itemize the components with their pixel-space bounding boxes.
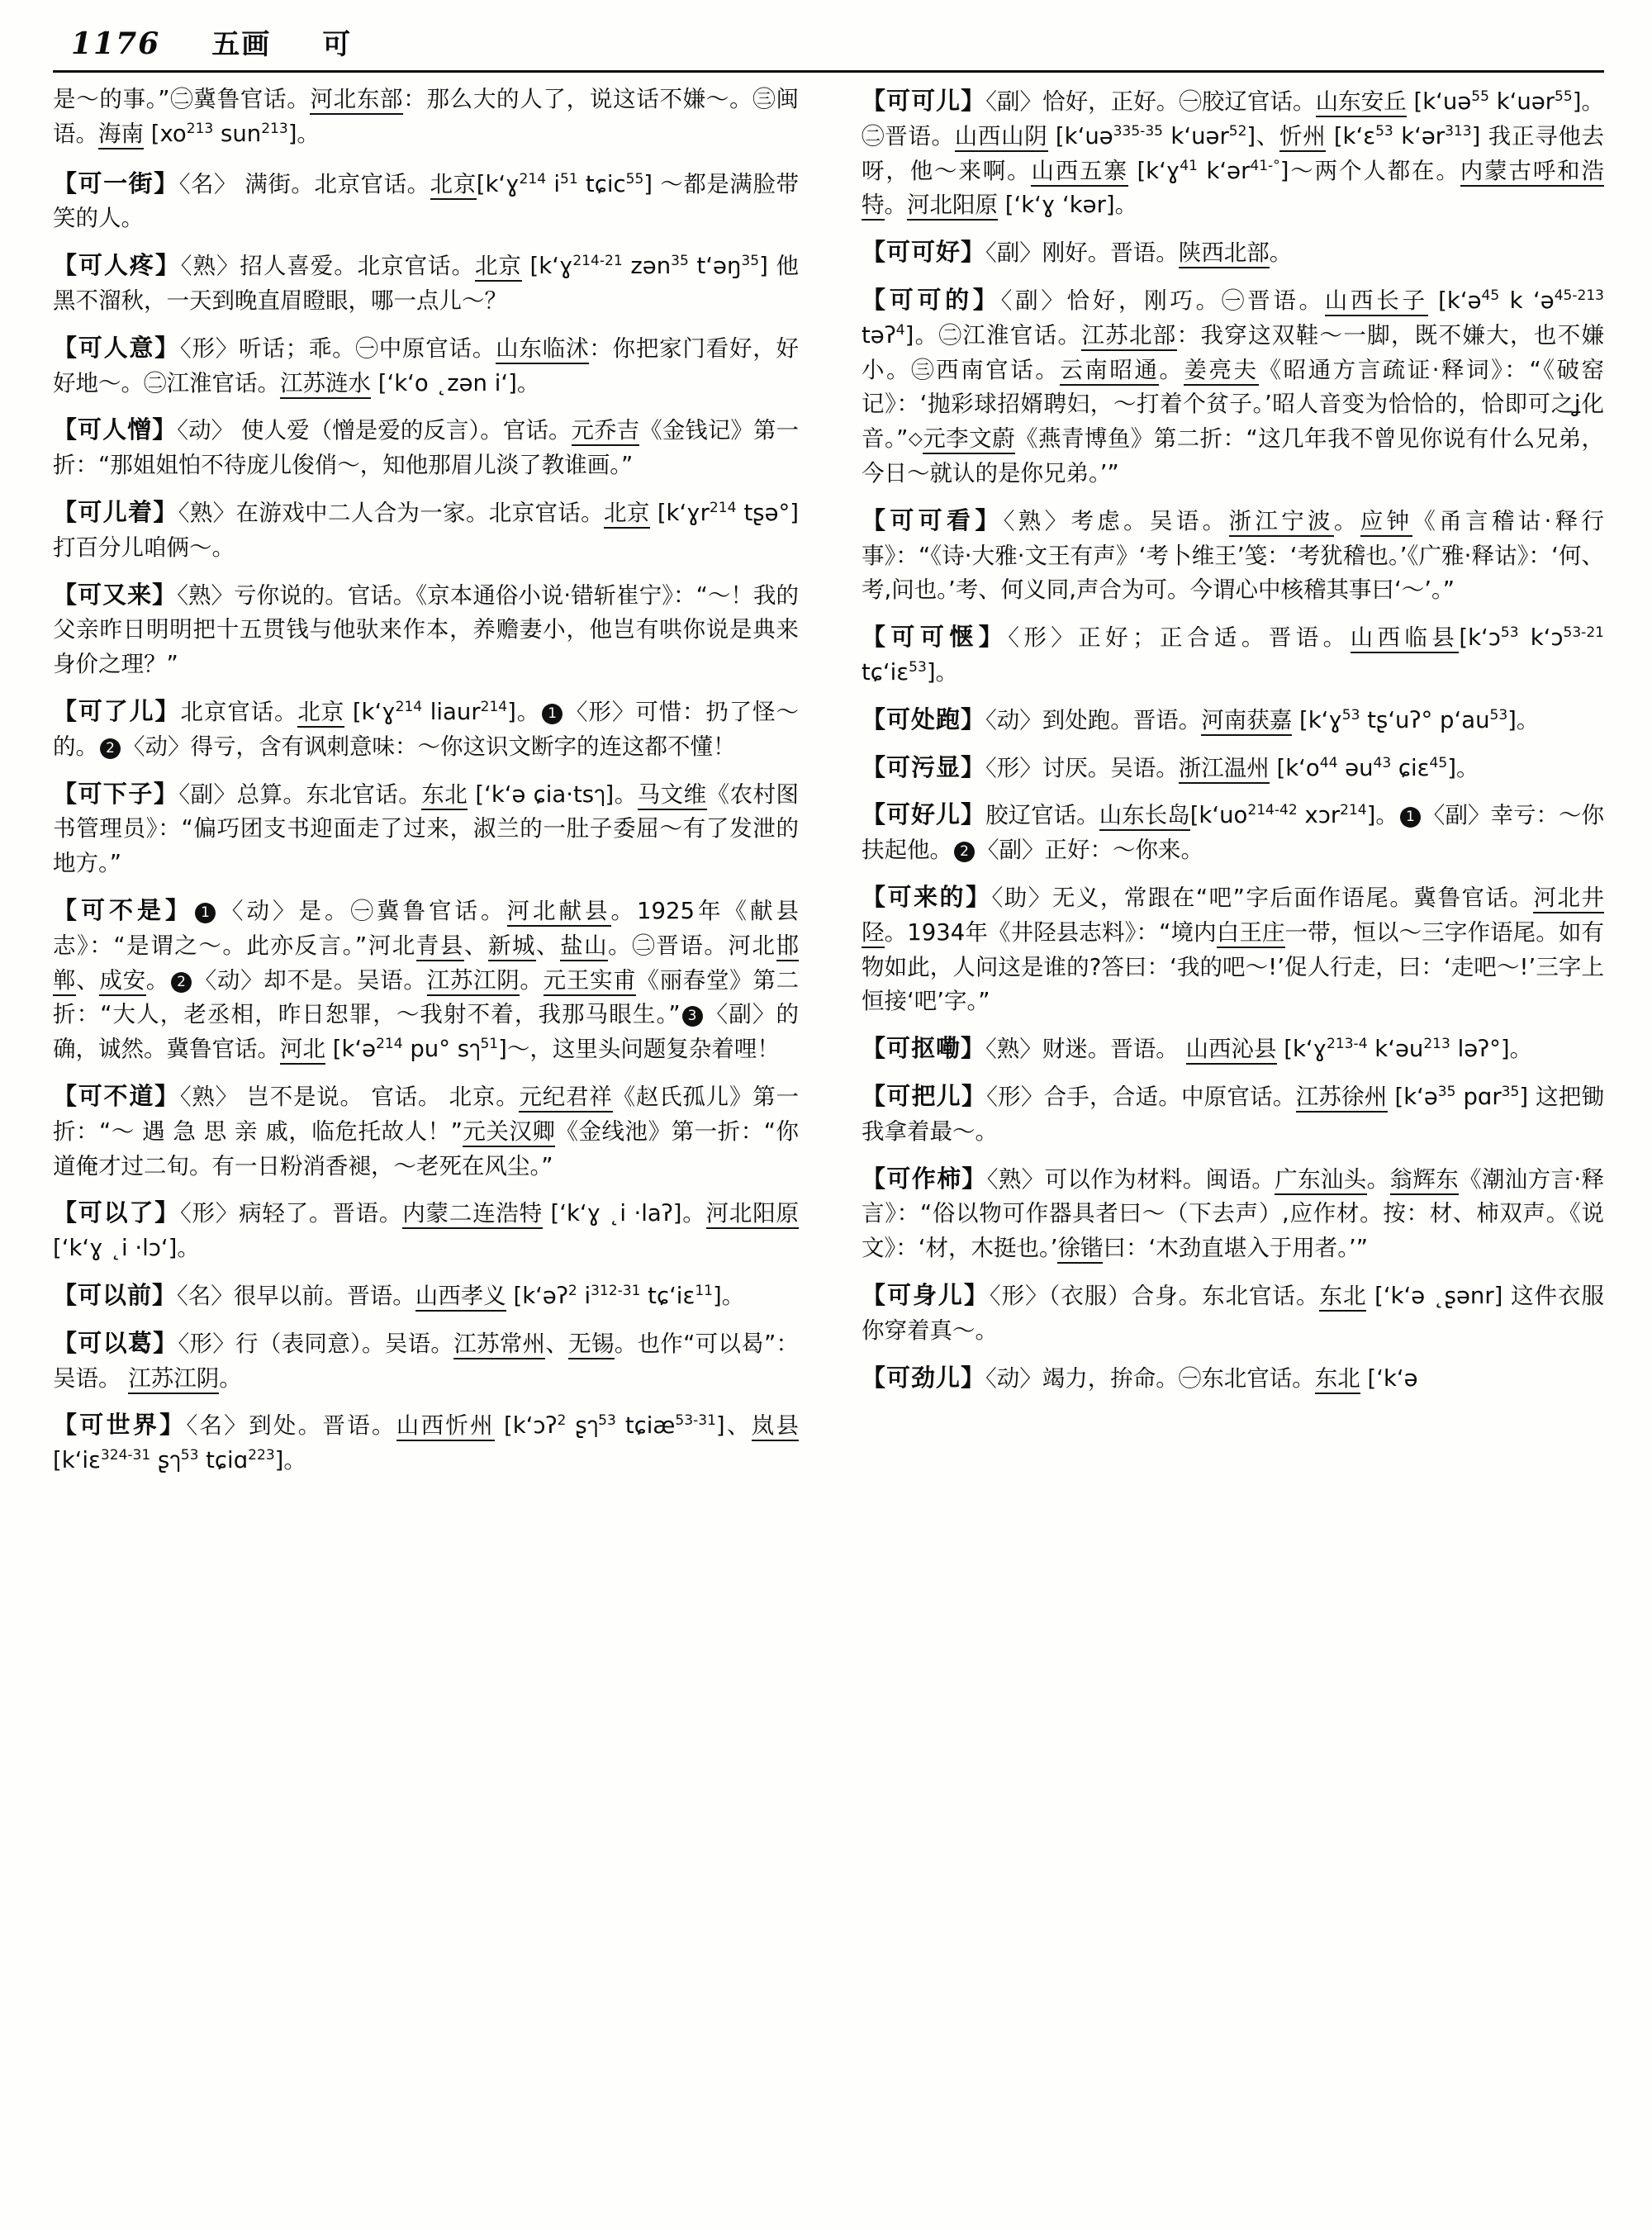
entry-definition: 〈形〉正好；正合适。晋语。山西临县[k‘ɔ$^{53}$ k‘ɔ$^{53-21}$ tɕ‘iɛ$^{53}$]。 (862, 624, 1604, 686)
dictionary-entry (862, 1078, 1604, 1150)
entry-headword: 【可又来】 (53, 580, 178, 609)
entry-headword: 【可儿着】 (53, 497, 178, 526)
entry-headword: 【可可惬】 (862, 623, 1009, 652)
dictionary-entry (53, 693, 799, 765)
entry-definition: 〈熟〉考虑。吴语。浙江宁波。应钟《甬言稽诂·释行事》：“《诗·大雅·文王有声》‘考卜维王’笺：‘考犹稽也。’《广雅·释诂》：‘何、考,问也。’考、何义同,声合为可。今谓心中核稽其事曰‘～’。” (862, 507, 1605, 604)
dictionary-entry (862, 1160, 1604, 1266)
entry-definition: 〈名〉很早以前。晋语。山西孝义 [k‘əʔ$^2$ $i^{312-31}$ tɕ‘iɛ$^{11}$]。 (177, 1283, 744, 1309)
dictionary-entry (53, 1277, 799, 1314)
entry-definition: 〈形〉病轻了。晋语。内蒙二连浩特 [‘k‘ɣ ˛i ·laʔ]。河北阳原 [‘k‘ɣ ˛i ·lɔ‘]。 (53, 1200, 799, 1262)
entry-definition: 〈形〉（衣服）合身。东北官话。东北 [‘k‘ə ˛ʂənr] 这件衣服你穿着真～。 (862, 1282, 1604, 1344)
entry-headword: 【可不是】 (53, 895, 193, 924)
dictionary-entry (53, 1194, 799, 1266)
dictionary-entry (53, 892, 799, 1067)
dictionary-entry (862, 1030, 1604, 1067)
dictionary-entry (53, 576, 799, 682)
entry-definition: 〈副〉总算。东北官话。东北 [‘k‘ə ɕia·tsๅ]。马文维《农村图书管理员》：“偏巧团支书迎面走了过来，淑兰的一肚子委屈～有了发泄的地方。” (53, 780, 800, 877)
entry-headword: 【可可儿】 (862, 87, 986, 115)
dictionary-entry (53, 1078, 799, 1184)
dictionary-entry (862, 879, 1604, 1019)
dictionary-entry (862, 749, 1604, 786)
entry-definition: 〈动〉 使人爱（憎是爱的反言）。官话。元乔吉《金钱记》第一折：“那姐姐怕不待庞儿俊俏～，知他那眉儿淡了教谁画。” (53, 417, 800, 479)
entry-definition: 1 〈动〉是。㊀冀鲁官话。河北献县。1925年《献县志》：“是谓之～。此亦反言。”河北青县、新城、盐山。㊁晋语。河北邯郸、成安。 2 〈动〉却不是。吴语。江苏江阴。元王实甫《丽春堂》第二折：“大人，老丞相，昨日恕罪，～我射不着，我那马眼生。” 3 〈副〉的确，诚然。冀鲁官话。河北 [k‘ə$^{214}$ pu° sๅ$^{51}$]～，这里头问题复杂着哩！ (53, 898, 799, 1062)
entry-headword: 【可可看】 (862, 505, 1004, 534)
entry-definition: 〈副〉恰好，正好。㊀胶辽官话。山东安丘 [k‘uə$^{55}$ k‘uər$^{55}$]。㊁晋语。山西山阴 [k‘uə$^{335-35}$ k‘uər$^{52}$]、忻州 [k‘ɛ$^{53}$ k‘ər$^{313}$] 我正寻他去呀，他～来啊。山西五寨 [k‘ɣ$^{41}$ k‘ər$^{41-^\circ}$]～两个人都在。内蒙古呼和浩特。河北阳原 [‘k‘ɣ ‘kər]。 (862, 88, 1604, 218)
dictionary-entry (53, 165, 799, 237)
entry-definition: 〈助〉无义，常跟在“吧”字后面作语尾。冀鲁官话。河北井陉。1934年《井陉县志料》：“境内白王庄一带，恒以～三字作语尾。如有物如此，人问这是谁的?答曰：‘我的吧～!’促人行走，曰：‘走吧～!’三字上恒接‘吧’字。” (862, 884, 1605, 1015)
entry-definition: 〈名〉到处。晋语。山西忻州 [k‘ɔʔ$^2$ ʂๅ$^{53}$ tɕiæ$^{53-31}$]、岚县 [k‘iɛ$^{324-31}$ ʂๅ$^{53}$ tɕiɑ$^{223}$]。 (53, 1412, 800, 1474)
entry-headword: 【可一街】 (53, 168, 179, 197)
entry-definition: 北京官话。北京 [k‘ɣ$^{214}$ liaur$^{214}$]。 1 〈形〉可惜：扔了怪～的。 2 〈动〉得亏，含有讽刺意味：～你这识文断字的连这都不懂！ (53, 698, 800, 760)
entry-headword: 【可人疼】 (53, 251, 181, 280)
entry-definition: 〈动〉竭力，拚命。㊀东北官话。东北 [‘k‘ə (985, 1365, 1418, 1394)
entry-headword: 【可抠嘞】 (862, 1034, 986, 1063)
entry-definition: 〈形〉行（表同意）。吴语。江苏常州、无锡。也作“可以曷”：吴语。 江苏江阴。 (53, 1331, 799, 1394)
entry-headword: 【可好儿】 (862, 800, 986, 829)
dictionary-entry (53, 247, 799, 319)
entry-headword: 【可作柿】 (862, 1164, 987, 1193)
entry-headword: 【可以葛】 (53, 1328, 178, 1357)
page-number: 1176 (71, 26, 161, 61)
dictionary-entry (862, 502, 1604, 608)
entry-definition: 〈熟〉亏你说的。官话。《京本通俗小说·错斩崔宁》：“～！我的父亲昨日明明把十五贯钱与他驮来作本，养赡妻小，他岂有哄你说是典来身价之理？” (53, 581, 799, 678)
dictionary-entry (862, 796, 1604, 868)
entry-definition: 是～的事。”㊁冀鲁官话。河北东部：那么大的人了，说这话不嫌～。㊂闽语。海南 [$xo^{213}$ sun$^{213}$]。 (53, 86, 799, 147)
entry-definition: 〈熟〉可以作为材料。闽语。广东汕头。翁辉东《潮汕方言·释言》：“俗以物可作器具者曰～（下去声）,应作材。按：材、柿双声。《说文》：‘材，木挺也。’徐锴曰：‘木劲直堪入于用者。’” (862, 1166, 1604, 1264)
left-column (53, 83, 828, 2197)
dictionary-entry (862, 234, 1604, 271)
right-column (828, 83, 1604, 2197)
entry-headword: 【可可的】 (862, 285, 1001, 314)
entry-headword: 【可把儿】 (862, 1081, 987, 1110)
dictionary-entry (53, 83, 799, 152)
entry-definition: 〈形〉讨厌。吴语。浙江温州 [$k‘o^{44}$ əu$^{43}$ ɕiɛ$^{45}$]。 (985, 755, 1479, 781)
entry-definition: 〈动〉到处跑。晋语。河南获嘉 [k‘ɣ$^{53}$ tʂ‘uʔ° $p‘au^{53}$]。 (985, 707, 1539, 733)
entry-definition: 〈副〉恰好，刚巧。㊀晋语。山西长子 [k‘ə$^{45}$ k ‘ə$^{45-213}$ təʔ$^4$]。㊁江淮官话。江苏北部：我穿这双鞋～一脚，既不嫌大，也不嫌小。㊂西南官话。云南昭通。姜亮夫《昭通方言疏证·释词》：“《破窑记》：‘抛彩球招婿聘妇，～打着个贫子。’昭人音变为恰恰的，恰即可之ʝ化音。”◇元李文蔚《燕青博鱼》第二折：“这几年我不曾见你说有什么兄弟，今日～就认的是你兄弟。’” (862, 287, 1605, 486)
entry-headword: 【可处跑】 (862, 705, 986, 733)
entry-headword: 【可以了】 (53, 1198, 180, 1227)
dictionary-entry (53, 1325, 799, 1397)
entry-headword: 【可污显】 (862, 752, 986, 781)
entry-headword: 【可可好】 (862, 238, 986, 267)
entry-headword: 【可劲儿】 (862, 1363, 986, 1392)
entry-headword: 【可身儿】 (862, 1280, 990, 1309)
section-character: 可 (322, 28, 353, 61)
entry-definition: 〈熟〉招人喜爱。北京官话。北京 [k‘ɣ$^{214-21}$ zən$^{35}$ t‘əŋ$^{35}$] 他黑不溜秋，一天到晚直眉瞪眼，哪一点儿～？ (53, 253, 800, 314)
entry-definition: 〈熟〉在游戏中二人合为一家。北京官话。北京 [k‘ɣr$^{214}$ tʂə°] 打百分儿咱俩～。 (53, 499, 800, 561)
entry-headword: 【可人意】 (53, 333, 180, 362)
stroke-count-label: 五画 (211, 28, 272, 61)
entry-headword: 【可以前】 (53, 1280, 178, 1309)
entry-definition: 〈形〉听话；乖。㊀中原官话。山东临沭：你把家门看好，好好地～。㊁江淮官话。江苏涟水 [‘k‘o ˛zən i‘]。 (53, 335, 799, 399)
dictionary-entry (53, 1407, 799, 1478)
entry-definition: 〈名〉 满街。北京官话。北京[k‘ɣ$^{214}$ $i^{51}$ tɕic$^{55}$] ～都是满脸带笑的人。 (53, 170, 799, 232)
entry-definition: 〈熟〉 岂不是说。 官话。 北京。元纪君祥《赵氏孤儿》第一折：“～ 遇 急 思 亲 戚，临危托故人！”元关汉卿《金线池》第一折：“你道俺才过二旬。有一日粉消香褪，～老死在风尘。” (53, 1083, 800, 1179)
entry-headword: 【可人憎】 (53, 415, 178, 444)
dictionary-entry (862, 282, 1604, 491)
entry-headword: 【可世界】 (53, 1411, 187, 1440)
dictionary-entry (862, 1277, 1604, 1349)
entry-definition: 〈熟〉财迷。晋语。 山西沁县 [k‘ɣ$^{213-4}$ k‘əu$^{213}$ ləʔ°]。 (985, 1036, 1532, 1062)
entry-headword: 【可来的】 (862, 882, 992, 911)
dictionary-entry (862, 1359, 1604, 1397)
dictionary-entry (53, 494, 799, 566)
two-column-body (53, 83, 1604, 2197)
entry-headword: 【可了儿】 (53, 696, 181, 725)
entry-definition: 胶辽官话。山东长岛[$k‘uo^{214-42}$ xɔr$^{214}$]。 1 〈副〉幸亏：～你扶起他。 2 〈副〉正好：～你来。 (862, 802, 1605, 864)
entry-definition: 〈形〉合手，合适。中原官话。江苏徐州 [k‘ə$^{35}$ pɑr$^{35}$] 这把锄我拿着最～。 (862, 1083, 1604, 1145)
entry-definition: 〈副〉刚好。晋语。陕西北部。 (985, 240, 1292, 268)
dictionary-entry (53, 411, 799, 483)
page-header (53, 21, 1604, 62)
dictionary-entry (862, 83, 1604, 223)
header-rule (53, 70, 1604, 73)
dictionary-entry (862, 619, 1604, 690)
dictionary-entry (53, 776, 799, 881)
entry-headword: 【可不道】 (53, 1081, 180, 1110)
entry-headword: 【可下子】 (53, 779, 179, 808)
dictionary-entry (862, 701, 1604, 738)
dictionary-entry (53, 330, 799, 401)
